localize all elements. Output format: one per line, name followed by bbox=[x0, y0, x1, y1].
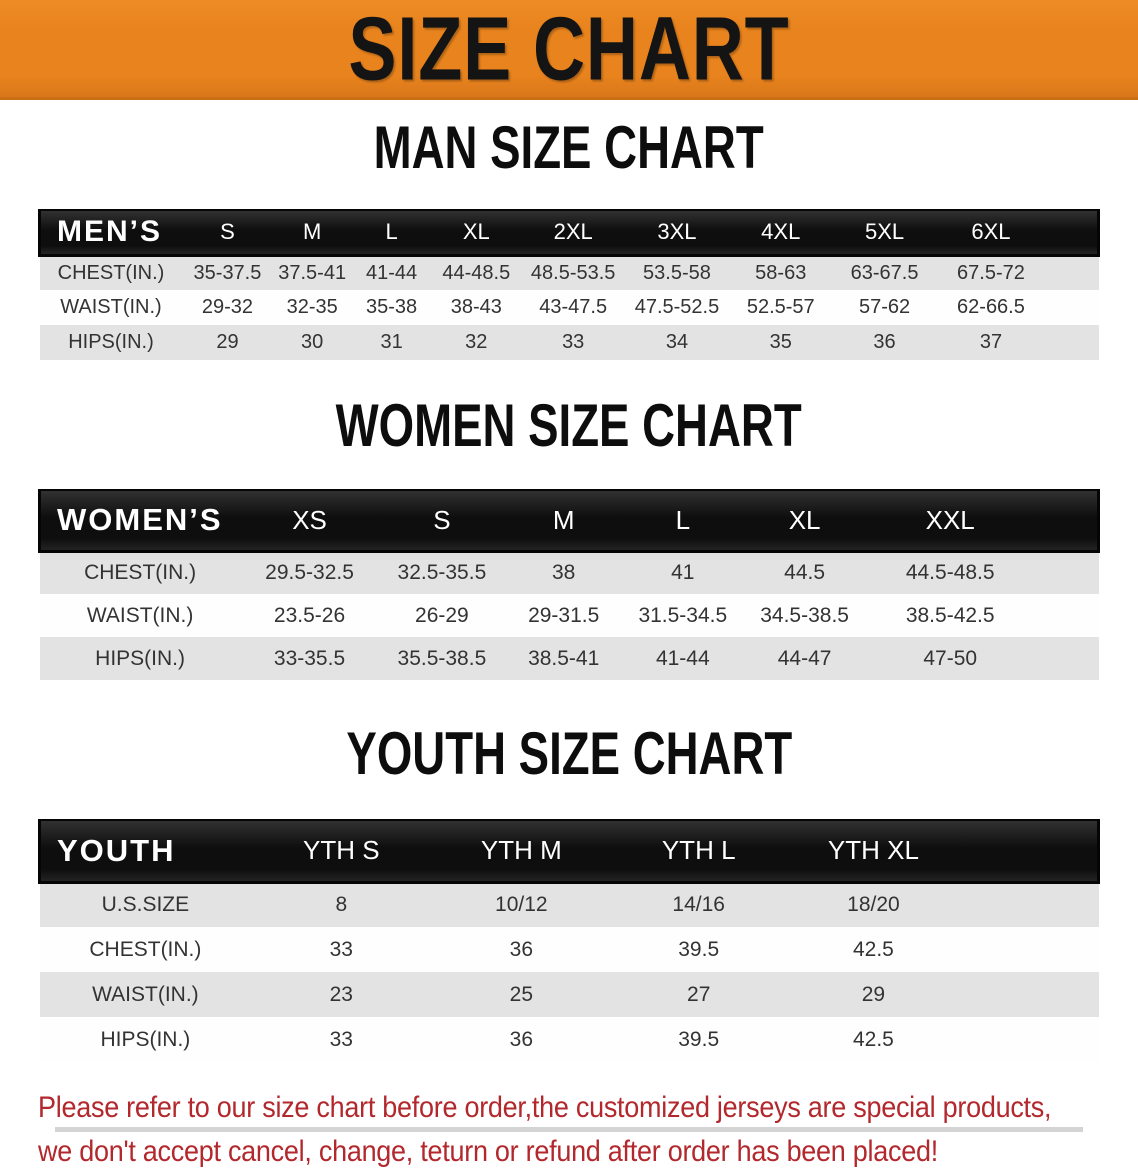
disclaimer-row bbox=[38, 1130, 1100, 1174]
men-section-title-text: MAN SIZE CHART bbox=[373, 114, 765, 181]
men-size-table bbox=[38, 209, 1100, 360]
table-row bbox=[40, 927, 1099, 972]
size-value: 35.5-38.5 bbox=[397, 646, 487, 670]
size-value bbox=[1035, 594, 1099, 637]
size-value: 44.5-48.5 bbox=[905, 561, 995, 585]
men-table-title: MEN’S bbox=[40, 210, 183, 255]
table-row bbox=[40, 551, 1099, 594]
size-value: 47-50 bbox=[923, 646, 978, 670]
size-value bbox=[961, 927, 1099, 972]
column-header: YTH M bbox=[431, 820, 611, 882]
row-label: CHEST(IN.) bbox=[89, 937, 202, 961]
size-value bbox=[961, 882, 1099, 927]
column-header: 3XL bbox=[625, 210, 729, 255]
column-header: XS bbox=[241, 490, 379, 551]
size-value: 30 bbox=[301, 331, 324, 353]
column-header bbox=[961, 820, 1099, 882]
banner bbox=[0, 0, 1138, 100]
size-value: 36 bbox=[509, 1027, 533, 1051]
size-value: 33-35.5 bbox=[273, 646, 346, 670]
row-label: WAIST(IN.) bbox=[92, 982, 199, 1006]
size-value: 58-63 bbox=[755, 261, 807, 284]
size-value: 34 bbox=[665, 331, 689, 353]
size-value: 37.5-41 bbox=[278, 261, 347, 284]
women-section-title bbox=[0, 392, 1138, 469]
size-value: 36 bbox=[873, 331, 896, 353]
size-value: 29 bbox=[861, 982, 886, 1006]
size-value: 42.5 bbox=[852, 937, 894, 961]
row-label: HIPS(IN.) bbox=[100, 1027, 191, 1051]
size-value bbox=[1045, 255, 1098, 290]
header-row bbox=[40, 210, 1099, 255]
youth-size-table bbox=[38, 819, 1100, 1062]
size-value: 8 bbox=[335, 893, 348, 917]
column-header: YTH XL bbox=[786, 820, 961, 882]
header-row bbox=[40, 490, 1099, 551]
column-header bbox=[1045, 210, 1098, 255]
table-row bbox=[40, 290, 1099, 325]
size-value: 41 bbox=[671, 561, 695, 585]
column-header: YTH S bbox=[251, 820, 431, 882]
size-value: 53.5-58 bbox=[643, 261, 711, 284]
table-row bbox=[40, 594, 1099, 637]
women-size-table bbox=[38, 489, 1100, 680]
size-value: 29 bbox=[216, 331, 239, 353]
table-row bbox=[40, 882, 1099, 927]
size-value: 26-29 bbox=[415, 603, 469, 627]
size-value: 33 bbox=[562, 331, 585, 353]
size-value: 44-47 bbox=[777, 646, 832, 670]
size-value: 32 bbox=[465, 331, 488, 353]
table-row bbox=[40, 325, 1099, 360]
size-value: 67.5-72 bbox=[957, 261, 1025, 284]
size-value bbox=[1045, 325, 1098, 360]
column-header: M bbox=[505, 490, 621, 551]
column-header: L bbox=[352, 210, 431, 255]
column-header bbox=[1035, 490, 1099, 551]
size-value: 48.5-53.5 bbox=[530, 261, 616, 284]
table-row bbox=[40, 972, 1099, 1017]
bottom-edge-strip bbox=[55, 1127, 1083, 1132]
size-value: 39.5 bbox=[678, 937, 720, 961]
size-value: 29.5-32.5 bbox=[265, 561, 354, 585]
size-value: 31 bbox=[380, 331, 403, 353]
size-value: 29-31.5 bbox=[528, 603, 600, 627]
size-value: 33 bbox=[329, 1027, 353, 1051]
size-value: 63-67.5 bbox=[850, 261, 919, 284]
column-header: 4XL bbox=[729, 210, 833, 255]
size-value: 41-44 bbox=[655, 646, 710, 670]
row-label: CHEST(IN.) bbox=[57, 261, 165, 284]
size-value: 39.5 bbox=[678, 1027, 720, 1051]
banner-title: SIZE CHART bbox=[348, 0, 790, 99]
disclaimer-line-2: we don't accept cancel, change, teturn or refund after order has been placed! bbox=[38, 1135, 938, 1168]
row-label: HIPS(IN.) bbox=[95, 646, 186, 670]
row-label: WAIST(IN.) bbox=[86, 603, 194, 627]
size-value: 23.5-26 bbox=[273, 603, 346, 627]
disclaimer-line-1: Please refer to our size chart before order,the customized jerseys are special products, bbox=[38, 1091, 1052, 1124]
size-value: 33 bbox=[329, 937, 353, 961]
size-value: 57-62 bbox=[858, 296, 911, 318]
size-value: 10/12 bbox=[495, 893, 548, 917]
size-value: 35-38 bbox=[366, 296, 418, 318]
size-value: 32-35 bbox=[286, 296, 338, 318]
row-label: U.S.SIZE bbox=[101, 893, 190, 917]
size-value: 41-44 bbox=[366, 261, 418, 284]
size-value: 38.5-42.5 bbox=[905, 603, 995, 627]
size-value: 62-66.5 bbox=[957, 296, 1025, 318]
size-value: 27 bbox=[687, 982, 711, 1006]
size-value: 35-37.5 bbox=[193, 261, 262, 284]
size-value: 18/20 bbox=[847, 893, 900, 917]
youth-section-title-text: YOUTH SIZE CHART bbox=[346, 720, 792, 787]
size-value: 38 bbox=[552, 561, 576, 585]
size-value bbox=[961, 972, 1099, 1017]
size-value: 42.5 bbox=[852, 1027, 894, 1051]
size-value: 44.5 bbox=[784, 561, 826, 585]
column-header: 5XL bbox=[833, 210, 937, 255]
column-header: XL bbox=[744, 490, 866, 551]
size-value: 35 bbox=[769, 331, 792, 353]
size-value: 23 bbox=[329, 982, 353, 1006]
table-row bbox=[40, 637, 1099, 680]
disclaimer-row bbox=[38, 1086, 1100, 1130]
size-value: 14/16 bbox=[672, 893, 725, 917]
column-header: S bbox=[182, 210, 272, 255]
size-value bbox=[1045, 290, 1098, 325]
column-header: 6XL bbox=[936, 210, 1045, 255]
column-header: M bbox=[272, 210, 351, 255]
column-header: S bbox=[378, 490, 505, 551]
row-label: CHEST(IN.) bbox=[84, 561, 197, 585]
column-header: XL bbox=[431, 210, 521, 255]
women-section-title-text: WOMEN SIZE CHART bbox=[335, 392, 803, 459]
size-value: 38-43 bbox=[450, 296, 502, 318]
size-value: 32.5-35.5 bbox=[397, 561, 487, 585]
size-value: 36 bbox=[509, 937, 533, 961]
size-value: 37 bbox=[979, 331, 1003, 353]
header-row bbox=[40, 820, 1099, 882]
size-value: 38.5-41 bbox=[528, 646, 600, 670]
size-value bbox=[1035, 551, 1099, 594]
row-label: HIPS(IN.) bbox=[68, 331, 154, 353]
column-header: L bbox=[622, 490, 744, 551]
row-label: WAIST(IN.) bbox=[60, 296, 162, 318]
size-value bbox=[961, 1017, 1099, 1062]
column-header: YTH L bbox=[611, 820, 786, 882]
size-value bbox=[1035, 637, 1099, 680]
size-value: 25 bbox=[509, 982, 533, 1006]
size-value: 34.5-38.5 bbox=[760, 603, 849, 627]
women-table-title: WOMEN’S bbox=[40, 490, 241, 551]
men-section-title bbox=[0, 114, 1138, 191]
youth-table-title: YOUTH bbox=[40, 820, 252, 882]
size-value: 43-47.5 bbox=[539, 296, 608, 318]
table-row bbox=[40, 255, 1099, 290]
size-value: 29-32 bbox=[201, 296, 254, 318]
column-header: 2XL bbox=[521, 210, 625, 255]
size-value: 52.5-57 bbox=[746, 296, 815, 318]
size-value: 47.5-52.5 bbox=[634, 296, 720, 318]
column-header: XXL bbox=[865, 490, 1034, 551]
size-value: 44-48.5 bbox=[442, 261, 511, 284]
youth-section-title bbox=[0, 720, 1138, 797]
size-value: 31.5-34.5 bbox=[638, 603, 728, 627]
table-row bbox=[40, 1017, 1099, 1062]
